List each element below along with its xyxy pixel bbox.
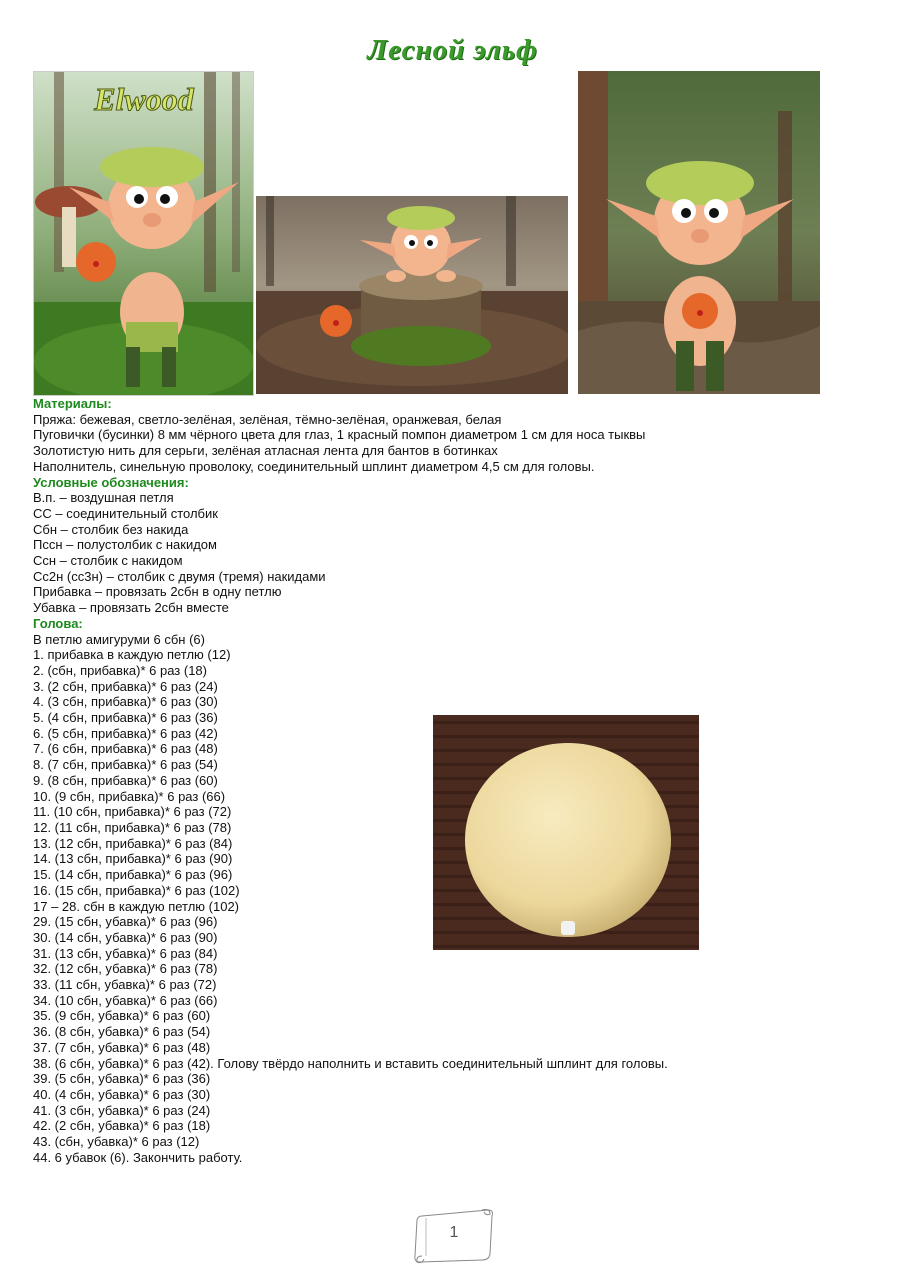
head-row: 37. (7 сбн, убавка)* 6 раз (48) [33, 1039, 211, 1055]
head-row: 16. (15 сбн, прибавка)* 6 раз (102) [33, 882, 240, 898]
elf-photo-standing [578, 71, 820, 394]
head-row: 40. (4 сбн, убавка)* 6 раз (30) [33, 1086, 211, 1102]
head-row: 36. (8 сбн, убавка)* 6 раз (54) [33, 1024, 211, 1040]
head-row: 33. (11 сбн, убавка)* 6 раз (72) [33, 977, 217, 993]
head-row: 9. (8 сбн, прибавка)* 6 раз (60) [33, 772, 218, 788]
head-row: 7. (6 сбн, прибавка)* 6 раз (48) [33, 741, 218, 757]
head-row: 32. (12 сбн, убавка)* 6 раз (78) [33, 961, 218, 977]
page-title: Лесной эльф [367, 34, 538, 66]
head-heading: Голова: [33, 615, 83, 631]
materials-line: Пуговички (бусинки) 8 мм чёрного цвета для глаз, 1 красный помпон диаметром 1 см для носа тыквы [33, 427, 646, 443]
legend-line: СС – соединительный столбик [33, 505, 218, 521]
pattern-text [33, 396, 893, 1165]
head-row: 31. (13 сбн, убавка)* 6 раз (84) [33, 945, 218, 961]
head-row: 38. (6 сбн, убавка)* 6 раз (42). Голову твёрдо наполнить и вставить соединительный шплинт для головы. [33, 1055, 668, 1071]
head-row: 6. (5 сбн, прибавка)* 6 раз (42) [33, 725, 218, 741]
head-row: 34. (10 сбн, убавка)* 6 раз (66) [33, 992, 218, 1008]
head-row: 4. (3 сбн, прибавка)* 6 раз (30) [33, 694, 218, 710]
legend-line: Убавка – провязать 2сбн вместе [33, 600, 229, 616]
page-number-scroll [412, 1206, 496, 1264]
materials-line: Золотистую нить для серьги, зелёная атласная лента для бантов в ботинках [33, 443, 498, 459]
head-row: 41. (3 сбн, убавка)* 6 раз (24) [33, 1102, 211, 1118]
head-row: 12. (11 сбн, прибавка)* 6 раз (78) [33, 819, 232, 835]
legend-line: Сс2н (сс3н) – столбик с двумя (тремя) накидами [33, 568, 326, 584]
head-row: 1. прибавка в каждую петлю (12) [33, 647, 231, 663]
elf-photo-forest-mushroom [33, 71, 254, 396]
elwood-logo: Elwood [94, 81, 194, 117]
head-row: 17 – 28. сбн в каждую петлю (102) [33, 898, 240, 914]
head-row: 29. (15 сбн, убавка)* 6 раз (96) [33, 914, 218, 930]
legend-line: Сбн – столбик без накида [33, 521, 189, 537]
head-row: 10. (9 сбн, прибавка)* 6 раз (66) [33, 788, 226, 804]
head-row: 5. (4 сбн, прибавка)* 6 раз (36) [33, 710, 218, 726]
materials-line: Пряжа: бежевая, светло-зелёная, зелёная, тёмно-зелёная, оранжевая, белая [33, 411, 502, 427]
materials-heading: Материалы: [33, 396, 112, 411]
materials-line: Наполнитель, синельную проволоку, соединительный шплинт диаметром 4,5 см для головы. [33, 458, 595, 474]
head-row: 30. (14 сбн, убавка)* 6 раз (90) [33, 929, 218, 945]
head-row: 43. (сбн, убавка)* 6 раз (12) [33, 1134, 200, 1150]
elf-photo-stump [256, 196, 568, 394]
legend-line: Пссн – полустолбик с накидом [33, 537, 217, 553]
head-row: 39. (5 сбн, убавка)* 6 раз (36) [33, 1071, 211, 1087]
legend-line: В.п. – воздушная петля [33, 490, 174, 506]
head-row: 2. (сбн, прибавка)* 6 раз (18) [33, 662, 207, 678]
head-row: 3. (2 сбн, прибавка)* 6 раз (24) [33, 678, 218, 694]
head-row: 44. 6 убавок (6). Закончить работу. [33, 1149, 243, 1165]
head-row: 35. (9 сбн, убавка)* 6 раз (60) [33, 1008, 211, 1024]
legend-line: Ссн – столбик с накидом [33, 553, 183, 569]
head-row: 14. (13 сбн, прибавка)* 6 раз (90) [33, 851, 233, 867]
head-row: 11. (10 сбн, прибавка)* 6 раз (72) [33, 804, 232, 820]
page-number: 1 [449, 1224, 459, 1241]
head-row: 8. (7 сбн, прибавка)* 6 раз (54) [33, 757, 218, 773]
head-row: 15. (14 сбн, прибавка)* 6 раз (96) [33, 867, 233, 883]
legend-line: Прибавка – провязать 2сбн в одну петлю [33, 584, 282, 600]
head-row: 13. (12 сбн, прибавка)* 6 раз (84) [33, 835, 233, 851]
head-row: В петлю амигуруми 6 сбн (6) [33, 631, 205, 647]
legend-heading: Условные обозначения: [33, 474, 189, 490]
head-row: 42. (2 сбн, убавка)* 6 раз (18) [33, 1118, 211, 1134]
